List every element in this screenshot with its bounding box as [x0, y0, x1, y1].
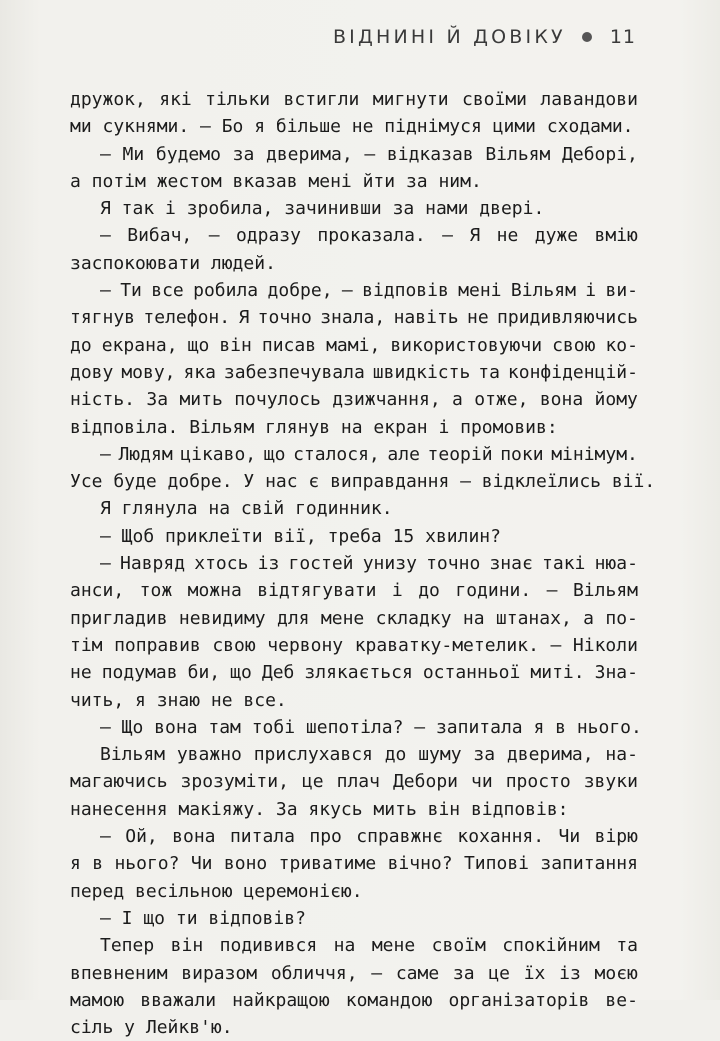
text-line: нанесення макіяжу. За якусь мить він відповів:: [70, 798, 569, 820]
paragraph: [70, 441, 656, 496]
text-line: — Щоб приклеїти вії, треба 15 хвилин?: [100, 525, 501, 547]
text-line: чить, я знаю не все.: [70, 689, 287, 711]
paragraph: [70, 932, 638, 1041]
text-line: Вільям уважно прислухався до шуму за дверима, на-: [100, 744, 638, 766]
paragraph: [70, 741, 638, 823]
paragraph: [70, 141, 638, 196]
paragraph: [70, 86, 638, 141]
paragraph: [70, 495, 638, 522]
text-line: пригладив невидиму для мене складку на штанах, а по-: [70, 607, 638, 629]
text-line: Я так і зробила, зачинивши за нами двері.: [100, 198, 545, 220]
header-title: ВІДНИНІ Й ДОВІКУ: [332, 26, 566, 48]
text-line: до екрана, що він писав мамі, використовуючи свою ко-: [70, 334, 638, 356]
page-number: 11: [609, 26, 636, 48]
text-line: тягнув телефон. Я точно знала, навіть не придивляючись: [70, 307, 638, 329]
text-line: — Навряд хтось із гостей унизу точно знає такі нюа-: [100, 553, 638, 575]
text-line: ми сукнями. — Бо я більше не піднімуся цими сходами.: [70, 116, 634, 138]
text-line: — Ой, вона питала про справжнє кохання. Чи вірю: [100, 826, 638, 848]
text-line: сіль у Лейкв'ю.: [70, 1017, 233, 1039]
paragraph: [70, 277, 638, 441]
paragraph: [70, 714, 642, 741]
text-line: — Ми будемо за дверима, — відказав Вільям Деборі,: [100, 143, 638, 165]
text-line: — І що ти відповів?: [100, 907, 306, 929]
text-line: впевненим виразом обличчя, — саме за це їх із моєю: [70, 962, 638, 984]
text-line: — Ти все робила добре, — відповів мені Вільям і ви-: [100, 280, 638, 302]
text-line: відповіла. Вільям глянув на екран і промовив:: [70, 416, 558, 438]
text-line: анси, тож можна відтягувати і до години. — Вільям: [70, 580, 638, 602]
paragraph: [70, 550, 638, 714]
text-line: тім поправив свою червону краватку-метелик. — Ніколи: [70, 634, 638, 656]
text-line: дружок, які тільки встигли мигнути своїми лавандови: [70, 89, 638, 110]
text-line: дову мову, яка забезпечувала швидкість та конфіденцій-: [70, 361, 638, 383]
text-line: перед весільною церемонією.: [70, 880, 363, 902]
text-line: — Вибач, — одразу проказала. — Я не дуже вмію: [100, 225, 638, 247]
text-line: — Людям цікаво, що сталося, але теорій поки мінімум.: [100, 443, 638, 465]
running-head: [333, 26, 636, 48]
paragraph: [70, 523, 638, 550]
paragraph: [70, 905, 638, 932]
text-line: а потім жестом вказав мені йти за ним.: [70, 170, 482, 192]
text-line: Усе буде добре. У нас є виправдання — відклеїлись вії.: [70, 471, 656, 493]
paragraph: [70, 222, 638, 277]
text-line: ність. За мить почулось дзижчання, а отже, вона йому: [70, 389, 638, 411]
text-line: не подумав би, що Деб злякається останньої миті. Зна-: [70, 662, 638, 684]
text-line: заспокоювати людей.: [70, 252, 276, 274]
text-line: я в нього? Чи воно триватиме вічно? Типові запитання: [70, 853, 638, 875]
text-line: Я глянула на свій годинник.: [100, 498, 393, 520]
text-line: — Що вона там тобі шепотіла? — запитала я в нього.: [100, 716, 642, 738]
text-line: мамою вважали найкращою командою організаторів ве-: [70, 989, 638, 1011]
text-line: магаючись зрозуміти, це плач Дебори чи просто звуки: [70, 771, 638, 793]
text-line: Тепер він подивився на мене своїм спокійним та: [100, 935, 638, 957]
paragraph: [70, 195, 638, 222]
body-text: [70, 86, 656, 1041]
paragraph: [70, 823, 638, 905]
header-bullet-dot: [582, 32, 592, 42]
